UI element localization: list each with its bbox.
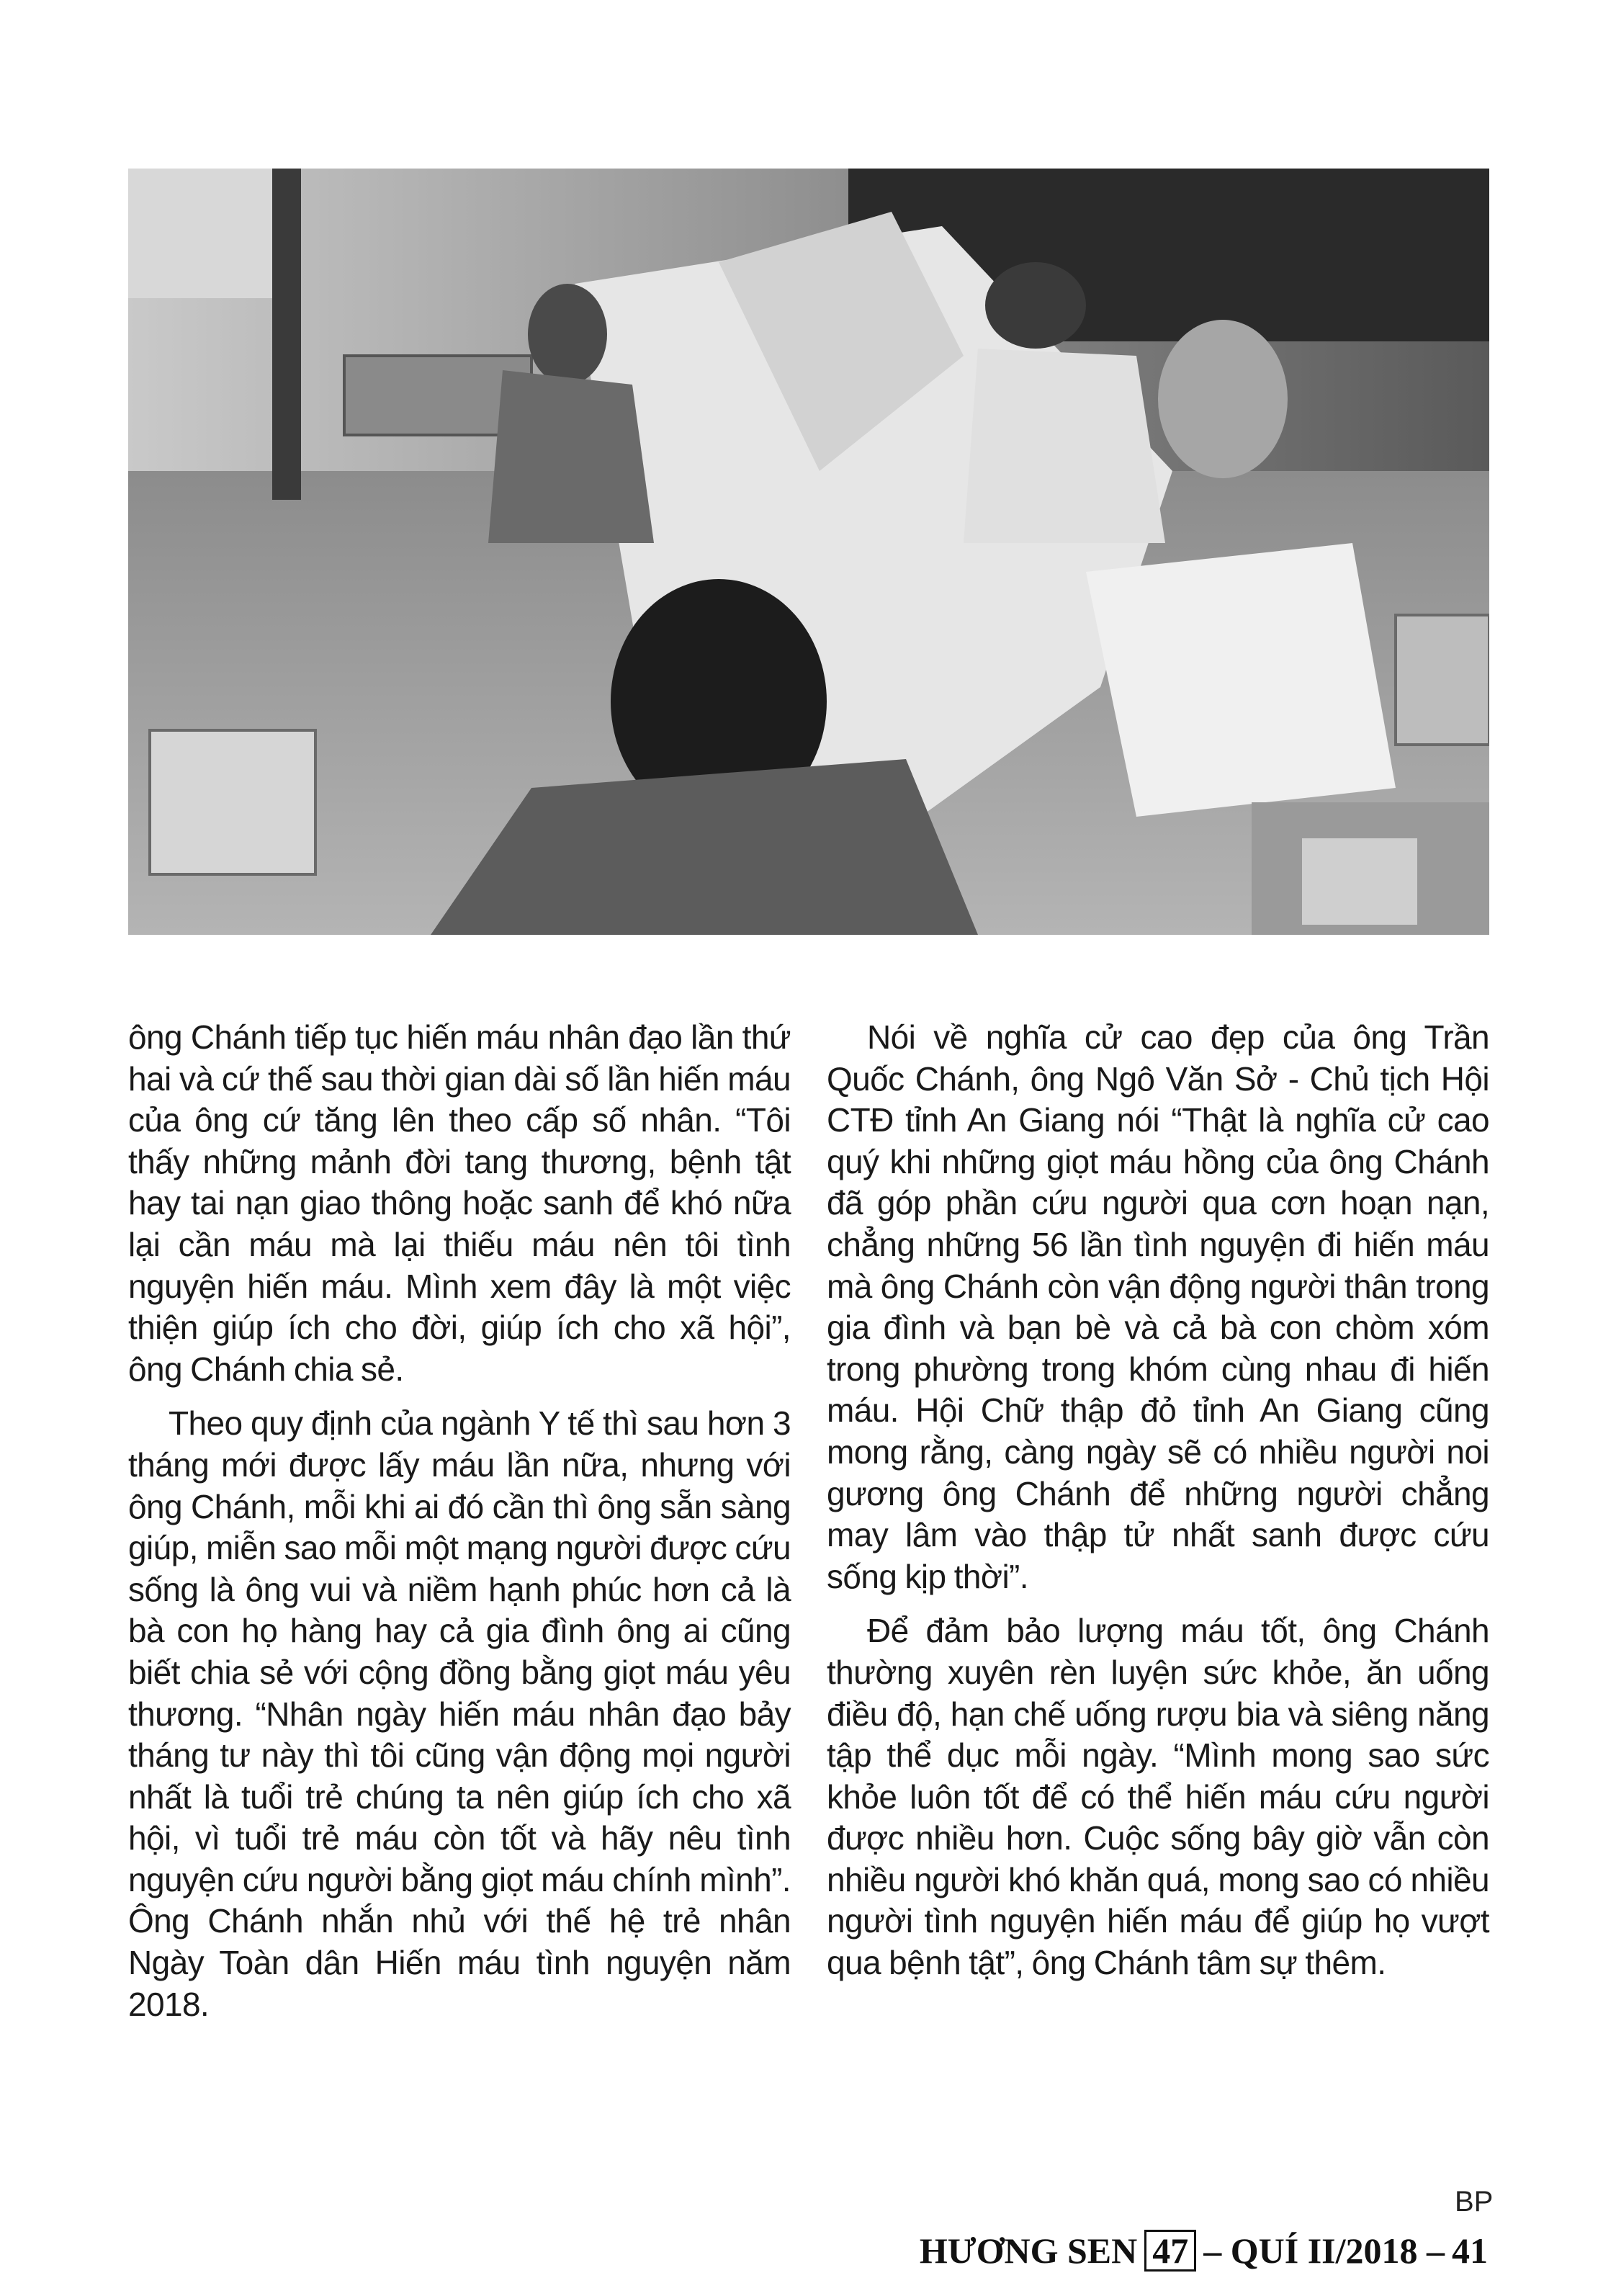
page-number: 41 [1452, 2230, 1488, 2271]
author-byline: BP [1455, 2186, 1494, 2217]
right-text-column [827, 1017, 1489, 1997]
paragraph: Để đảm bảo lượng máu tốt, ông Chánh thường xuyên rèn luyện sức khỏe, ăn uống điều độ, hạn chế uống rượu bia và siêng năng tập thể dục mỗi ngày. “Mình mong sao sức khỏe luôn tốt để có thể hiến máu cứu người được nhiều hơn. Cuộc sống bây giờ vẫn còn nhiều người khó khăn quá, mong sao có nhiều người tình nguyện hiến máu để giúp họ vượt qua bệnh tật”, ông Chánh tâm sự thêm. [827, 1612, 1489, 1982]
page-footer [920, 2230, 1488, 2272]
blood-donation-photo [128, 169, 1489, 935]
magazine-name: HƯƠNG SEN [919, 2230, 1138, 2271]
left-text-column [128, 1017, 791, 2038]
issue-number: 47 [1144, 2230, 1196, 2272]
paragraph: Theo quy định của ngành Y tế thì sau hơn 3 tháng mới được lấy máu lần nữa, nhưng với ông Chánh, mỗi khi ai đó cần thì ông sẵn sàng giúp, miễn sao mỗi một mạng người được cứu sống là ông vui và niềm hạnh phúc hơn cả là bà con họ hàng hay cả gia đình ông ai cũng biết chia sẻ với cộng đồng bằng giọt máu yêu thương. “Nhân ngày hiến máu nhân đạo bảy tháng tư này thì tôi cũng vận động mọi người nhất là tuổi trẻ chúng ta nên giúp ích cho xã hội, vì tuổi trẻ máu còn tốt và hãy nêu tình nguyện cứu người bằng giọt máu chính mình”. Ông Chánh nhắn nhủ với thế hệ trẻ nhân Ngày Toàn dân Hiến máu tình nguyện năm 2018. [128, 1404, 791, 2023]
paragraph: ông Chánh tiếp tục hiến máu nhân đạo lần thứ hai và cứ thế sau thời gian dài số lần hiến máu của ông cứ tăng lên theo cấp số nhân. “Tôi thấy những mảnh đời tang thương, bệnh tật hay tai nạn giao thông hoặc sanh để khó nữa lại cần máu mà lại thiếu máu nên tôi tình nguyện hiến máu. Mình xem đây là một việc thiện giúp ích cho đời, giúp ích cho xã hội”, ông Chánh chia sẻ. [128, 1018, 791, 1388]
paragraph: Nói về nghĩa cử cao đẹp của ông Trần Quốc Chánh, ông Ngô Văn Sở - Chủ tịch Hội CTĐ tỉnh An Giang nói “Thật là nghĩa cử cao quý khi những giọt máu hồng của ông Chánh đã góp phần cứu người qua cơn hoạn nạn, chẳng những 56 lần tình nguyện đi hiến máu mà ông Chánh còn vận động người thân trong gia đình và bạn bè và cả bà con chòm xóm trong phường trong khóm cùng nhau đi hiến máu. Hội Chữ thập đỏ tỉnh An Giang cũng mong rằng, càng ngày sẽ có nhiều người noi gương ông Chánh để những người chẳng may lâm vào thập tử nhất sanh được cứu sống kịp thời”. [827, 1018, 1489, 1595]
issue-period: – QUÍ II/2018 – [1203, 2230, 1445, 2271]
